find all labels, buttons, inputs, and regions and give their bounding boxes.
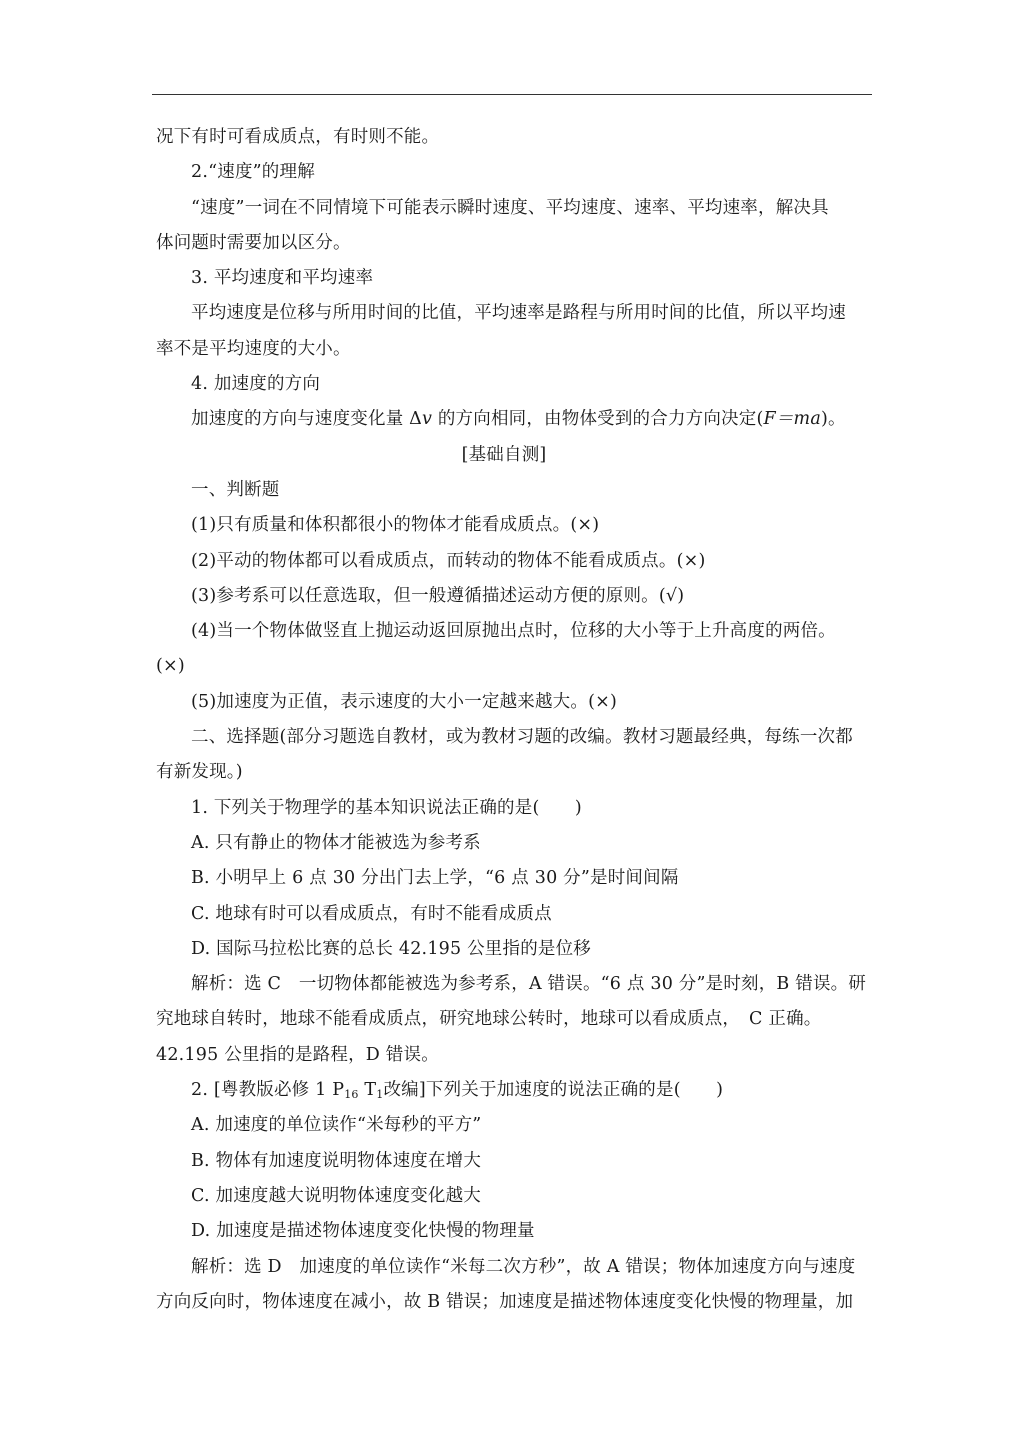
text-line: A. 加速度的单位读作“米每秒的平方” <box>191 1115 482 1136</box>
document-body <box>156 120 867 1320</box>
text-line: (4)当一个物体做竖直上抛运动返回原抛出点时，位移的大小等于上升高度的两倍。 <box>191 621 836 642</box>
text-line: 42.195 公里指的是路程，D 错误。 <box>156 1044 439 1065</box>
section-title: [基础自测] <box>461 444 547 465</box>
text-run: 的方向相同，由物体受到的合力方向决定( <box>432 409 764 430</box>
text-line: 1. 下列关于物理学的基本知识说法正确的是( ) <box>191 797 582 818</box>
text-line: C. 地球有时可以看成质点，有时不能看成质点 <box>191 903 552 924</box>
text-line: A. 只有静止的物体才能被选为参考系 <box>191 832 481 853</box>
velocity-symbol: v <box>422 409 433 430</box>
text-line: B. 物体有加速度说明物体速度在增大 <box>191 1150 482 1171</box>
text-line: C. 加速度越大说明物体速度变化越大 <box>191 1185 481 1206</box>
accel-direction-line <box>156 402 856 437</box>
text-run: 加速度的方向与速度变化量 Δ <box>191 409 422 430</box>
text-line: “速度”一词在不同情境下可能表示瞬时速度、平均速度、速率、平均速率，解决具 <box>191 197 829 218</box>
text-line: B. 小明早上 6 点 30 分出门去上学，“6 点 30 分”是时间间隔 <box>191 868 679 889</box>
text-line: 体问题时需要加以区分。 <box>156 232 351 253</box>
subscript: 16 <box>344 1088 359 1102</box>
text-line: 有新发现。) <box>156 762 243 783</box>
text-line: 3. 平均速度和平均速率 <box>191 268 374 289</box>
text-run: T <box>358 1080 377 1101</box>
text-run: 改编]下列关于加速度的说法正确的是( ) <box>383 1080 724 1101</box>
text-line: (5)加速度为正值，表示速度的大小一定越来越大。(×) <box>191 691 618 712</box>
text-line: 一、判断题 <box>191 479 280 500</box>
block-question-2 <box>156 1108 856 1320</box>
text-line: (2)平动的物体都可以看成质点，而转动的物体不能看成质点。(×) <box>191 550 706 571</box>
text-line: D. 加速度是描述物体速度变化快慢的物理量 <box>191 1221 535 1242</box>
text-line: 率不是平均速度的大小。 <box>156 338 351 359</box>
header-rule <box>152 94 872 95</box>
block-concepts <box>156 120 856 402</box>
block-self-test <box>156 473 867 1073</box>
subscript: 1 <box>376 1088 384 1102</box>
text-line: 究地球自转时，地球不能看成质点，研究地球公转时，地球可以看成质点， C 正确。 <box>156 1009 822 1030</box>
text-line: 2.“速度”的理解 <box>191 162 315 183</box>
question-2-stem <box>156 1073 856 1108</box>
text-line: 方向反向时，物体速度在减小，故 B 错误；加速度是描述物体速度变化快慢的物理量，加 <box>156 1291 854 1312</box>
formula: F＝ma <box>763 409 821 430</box>
text-line: (3)参考系可以任意选取，但一般遵循描述运动方便的原则。(√) <box>191 585 685 606</box>
text-run: )。 <box>820 409 846 430</box>
text-line: 解析：选 D 加速度的单位读作“米每二次方秒”，故 A 错误；物体加速度方向与速度 <box>191 1256 856 1277</box>
text-line: 平均速度是位移与所用时间的比值，平均速率是路程与所用时间的比值，所以平均速 <box>191 303 846 324</box>
text-line: 4. 加速度的方向 <box>191 374 321 395</box>
text-run: 2. [粤教版必修 1 P <box>191 1080 345 1101</box>
text-line: D. 国际马拉松比赛的总长 42.195 公里指的是位移 <box>191 938 591 959</box>
text-line: 况下有时可看成质点，有时则不能。 <box>156 127 440 147</box>
text-line: 解析：选 C 一切物体都能被选为参考系，A 错误。“6 点 30 分”是时刻，B 错误。研 <box>191 974 867 995</box>
text-line: (×) <box>156 656 185 677</box>
text-line: (1)只有质量和体积都很小的物体才能看成质点。(×) <box>191 515 600 536</box>
text-line: 二、选择题(部分习题选自教材，或为教材习题的改编。教材习题最经典，每练一次都 <box>191 727 853 748</box>
